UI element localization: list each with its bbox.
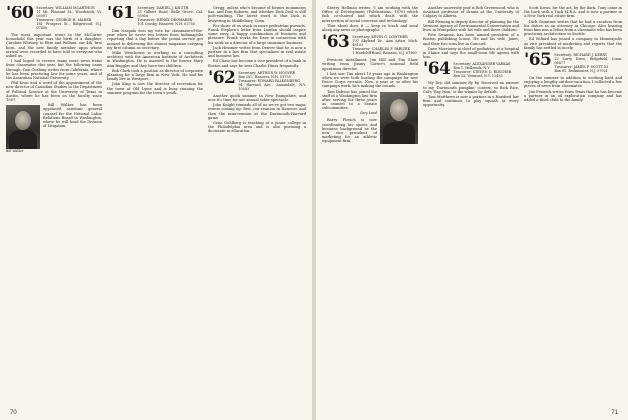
- secretary-address: 22 Surry Drive, Ridgefield, Conn. 06877: [554, 57, 622, 66]
- column-paragraph: For those of us stuck in more pedestrian pursuits, Frank Stephen's letter from London should inspire some envy. A happy combination of business and pleasure. Frank works for Dave in connection with his work as a director of a large insurance business.: [208, 23, 306, 45]
- class-officers: [554, 53, 622, 73]
- classmate-photo: [6, 105, 40, 149]
- right-column-2: [423, 6, 519, 408]
- photo-body: [9, 130, 37, 149]
- secretary-name: Secretary: KEVIN G. LOWTHER: [352, 35, 408, 40]
- class-officers: [453, 62, 511, 78]
- column-paragraph: Previous installment, Jim Hill and Tim Shaw writing from Jimmy Carter's national field operations director.: [322, 58, 418, 71]
- class-year: '62: [208, 67, 236, 88]
- page-number: 70: [10, 410, 17, 416]
- treasurer-name: Treasurer: STEVEN D. BLECHER: [453, 70, 512, 75]
- treasurer-name: Treasurer: HENRY DROMAREK: [137, 18, 193, 22]
- left-column-3: [208, 6, 306, 408]
- secretary-address: Box 1, Holbrook, N.Y.: [453, 66, 491, 71]
- photo-face: [390, 99, 408, 121]
- column-paragraph: The most important event in the McCarter household this year was the birth of a daughter, Caroline Whitney, to Elise and William, our 4th, first born, and the new family member upon whose arrival were recorded to have told to everyone who asked us.: [6, 33, 102, 59]
- column-paragraph: On the summer in addition to working hard and enjoying a lengthy outdoor vacation, I collected a few pieces of news from classmates.: [524, 76, 622, 89]
- class-officers: [238, 71, 306, 91]
- class-1965-header: [524, 50, 622, 74]
- treasurer-name: Treasurer: JAMES P. SCOTT III: [554, 65, 608, 70]
- secretary-address: 11 Mt. Pleasant St., Woodstock, Vt. 05091: [36, 10, 102, 18]
- column-paragraph: Ed Chase has become a vice president of a bank in Boston and says he sees Charlie Hines frequently.: [208, 59, 306, 68]
- column-paragraph: Jack Hemmer writes from Denver that he is now a partner in a law firm that specializes in real estate and business law.: [208, 45, 306, 59]
- page-number: 71: [611, 410, 618, 416]
- column-paragraph: Bob Clark took a position as director of corporate planning for a large firm in New York. He and his family live in Westport.: [107, 68, 203, 82]
- column-paragraph: Gene Goldberg is teaching at a junior college in the Philadelphia area and is also pursuing a doctorate in education.: [208, 121, 306, 134]
- column-paragraph: I had hoped to receive many more news items from classmates this year, but the following came through. Dan Cushing writes from California, where he has been practicing law for some years, and of the Australian National University.: [6, 59, 102, 81]
- right-column-3: [524, 6, 622, 408]
- column-paragraph: Scott Kress, for the art, by the dark. Tony came in the back with a Tuck M.B.A. and is now a partner in a New York real estate firm.: [524, 6, 622, 19]
- class-officers: [36, 6, 102, 30]
- treasurer-address: Box 61, Bedminster, N.J. 07921: [554, 69, 608, 74]
- treasurer-address: 1 Hardcliff Road, Ramsen, N.J. 07960: [352, 51, 417, 56]
- class-1962-header: [208, 67, 306, 91]
- column-paragraph: Sherry Hellman writes: 'I am working with the Office of Development (Publications, 1970) which Bob co-chaired and which deals with the intersection of social concerns and technology.': [322, 6, 418, 23]
- secretary-name: Secretary: DANIEL J. KNUTH: [137, 6, 189, 10]
- photo-caption: Bill Walker: [6, 149, 24, 154]
- secretary-address: 25 Gilbert Road, Belle Grove, Cal. 93950: [137, 10, 203, 18]
- class-1960-header: [6, 6, 102, 30]
- left-column-2: [107, 6, 203, 408]
- column-paragraph: Gregg, unless who's become of former roommates has, and Dan Roberts, and whether Dick Deal is still pole-vaulting. The latest word is that Dick is lawyering in Middlebury, Conn.: [208, 6, 306, 23]
- classmate-photo: [380, 92, 418, 144]
- class-year: '61: [107, 6, 135, 23]
- column-paragraph: That about does it — keep in touch and send along any news or photographs.: [322, 23, 418, 33]
- column-paragraph: Bill Walker has been appointed assistant general counsel for the National Labor Relations Board in Washington, where he will head the Division of Litigation.: [43, 103, 102, 129]
- column-paragraph: Pete Swanson has been named president of a Boston publishing house. He and his wife, Janet, and their two sons live in Concord.: [423, 33, 519, 46]
- column-paragraph: Tom Dobson has joined the staff of a Washington law firm after serving for three years as counsel to a Senate subcommittee.: [322, 89, 377, 111]
- class-1961-header: [107, 6, 203, 26]
- secretary-name: Secretary: WILLIAM MCARTHUR: [36, 6, 95, 10]
- column-paragraph: Tom Matthews is now a partner in a Hartford law firm and continues to play squash at every opportunity.: [423, 95, 519, 108]
- class-1964-header: [423, 59, 519, 80]
- column-paragraph: Bill Fleming is deputy director of planning for the Vermont Agency of Environmental Conservation and lives in Montpelier with his wife and three children.: [423, 19, 519, 33]
- column-paragraph: Barry Fleisch is now coordinating his sports and business background as the new vice president of marketing for an athletic equipment firm.: [322, 118, 377, 144]
- column-paragraph: John King is now the director of recreation for the town of Old Lyme and is busy running the summer program for the town's youth.: [107, 82, 203, 95]
- class-year: '65: [524, 50, 552, 71]
- secretary-name: Secretary: RICHARD J. KERRY: [554, 53, 608, 58]
- column-paragraph: Mike Wenchrone is working as a consulting architect with the American Institute of Architects in Washington. He is married to the former Mary Ann Ruggles and they have two children.: [107, 51, 203, 68]
- column-paragraph: Dave Morrissey is chief of pediatrics at a hospital in Maine and says the small-town life agrees with him.: [423, 46, 519, 60]
- class-1963-header: [322, 32, 418, 56]
- column-paragraph: Dan Naspala won my vote for classmate-of-the-year when he wrote two letters from Indianapolis reporting that a day before the postal service got around to delivering the alumni magazine carrying my first column as secretary.: [107, 29, 203, 50]
- photo-face: [15, 111, 31, 130]
- treasurer-address: 181 Prospect St., Ridgewood, N.J. 07450: [36, 22, 102, 30]
- class-officers: [137, 6, 203, 26]
- treasurer-address: Box 32, Vermont, N.Y. 12455: [453, 74, 503, 79]
- column-paragraph: John Knight reminds all of us we've got two major events coming up: first, our reunion in Hanover, and then the mini-reunion at the Dartmouth-Harvard game.: [208, 103, 306, 120]
- class-year: '60: [6, 6, 34, 23]
- right-column-1: [322, 6, 418, 408]
- right-page: [316, 0, 628, 420]
- column-paragraph: Jim Fenwick writes from Texas that he has become a partner in an oil exploration company and has added a third child to the family.: [524, 89, 622, 103]
- secretary-name: Secretary: ALEXANDER VARKAS: [453, 62, 511, 67]
- treasurer-address: 101 Crosby, Hanover, N.H. 03755: [137, 22, 195, 26]
- column-paragraph: Phil Kron and a word of the appointment of the new director of Canadian Studies in the Department of Political Science at the University of Texas in Austin, where he has been on the faculty since 1967.: [6, 81, 102, 103]
- photo-body: [383, 122, 415, 144]
- secretary-name: Secretary: ARTHUR W. HOOVER: [238, 70, 295, 75]
- left-column-1: [6, 6, 102, 408]
- column-paragraph: Another university prof is Bob Greenwood, who is assistant professor of drama at the University of Calgary in Alberta.: [423, 6, 519, 19]
- column-paragraph: My Dry, did summer fly by. Received no answer to my 'Dartmouth pumpkin' contest, so Rick Rice, Cal's 'Bay Man,' is the winner by default.: [423, 81, 519, 94]
- column-paragraph: Ed Willard has joined a company in Minneapolis as vice president of marketing and reports that the family has settled in nicely.: [524, 37, 622, 50]
- column-paragraph: Another quick summer in New Hampshire, and now it's time for our annual sober spectacle.: [208, 93, 306, 103]
- treasurer-address: 94 Harvard Ave., Annandale, N.Y. 10583: [238, 82, 306, 91]
- treasurer-name: Treasurer: CHARLES F. PARIZEK: [352, 47, 411, 52]
- class-year: '63: [322, 32, 350, 53]
- class-officers: [352, 35, 418, 55]
- column-paragraph: I last saw Tim about 10 years ago in Washington when we were both hosting the campaign for new Peace Corps recruits. Now, a year or so after his campaign work, he's making the rounds.: [322, 71, 418, 89]
- secretary-address: Box 287, Hanover, N.H. 03755: [238, 74, 291, 79]
- column-paragraph: Dick Gauntner writes that he had a vacation from his duties as an attorney in Chicago. Also hearing from him was a letter from a classmate who has been practicing architecture in Seattle.: [524, 19, 622, 37]
- secretary-address: 707 Skyland Dr., Ann Arbor, Mich. 48103: [352, 39, 418, 48]
- class-year: '64: [423, 59, 451, 80]
- left-page: [0, 0, 312, 420]
- treasurer-name: Treasurer: GEORGE H. MADER: [36, 18, 92, 22]
- treasurer-name: Treasurer: EDWARD FALKENBERG: [238, 78, 300, 83]
- photo-caption: Gary Lund: [359, 110, 377, 115]
